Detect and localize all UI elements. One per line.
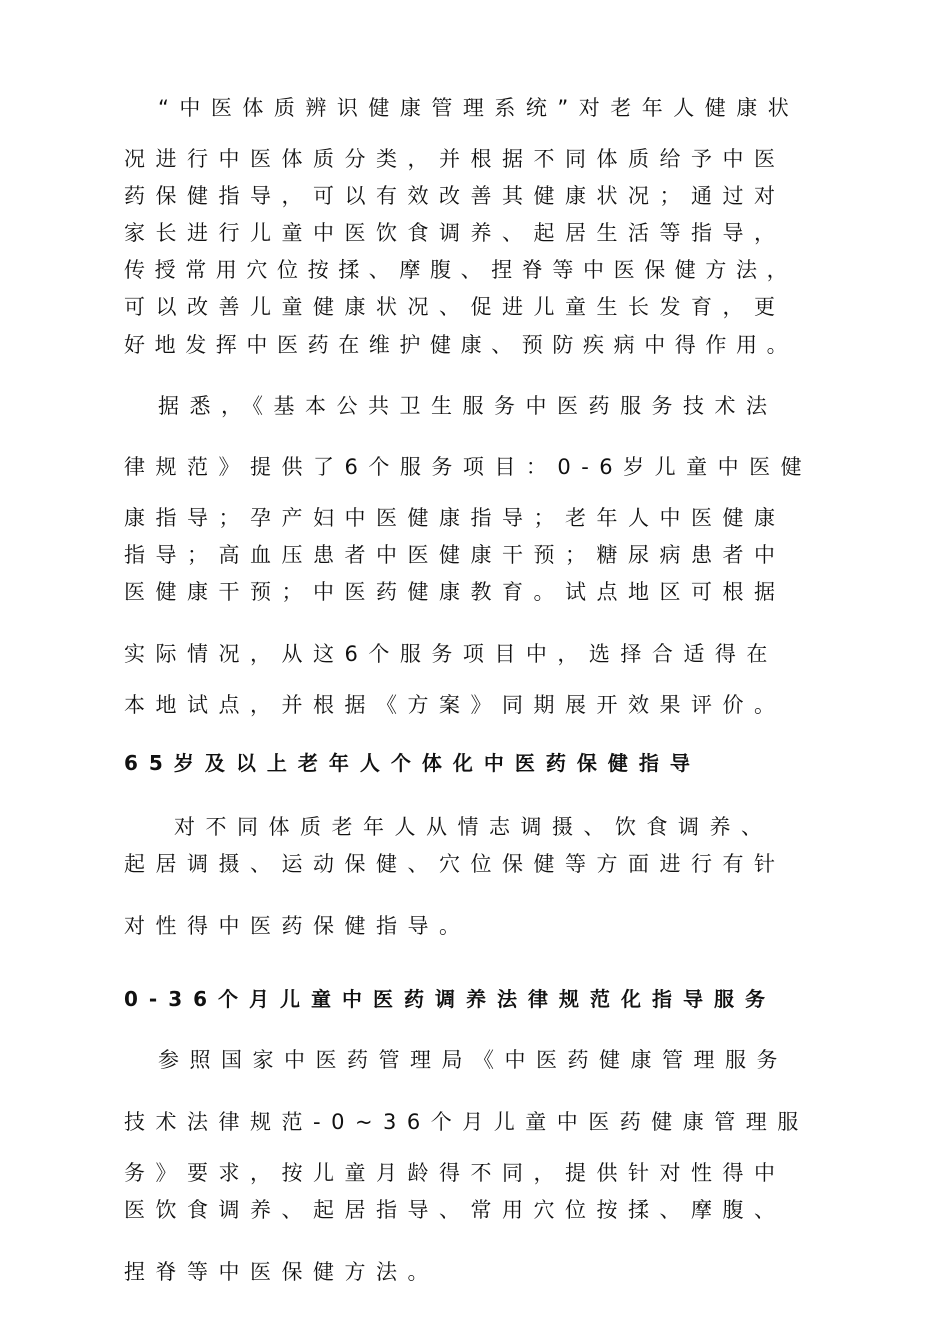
paragraph-1-line-3: 药保健指导，可以有效改善其健康状况；通过对 [124, 184, 786, 208]
section-heading-elderly: 65岁及以上老年人个体化中医药保健指导 [124, 751, 701, 775]
paragraph-4-line-3: 务》要求，按儿童月龄得不同，提供针对性得中 [124, 1161, 786, 1185]
paragraph-4-line-4: 医饮食调养、起居指导、常用穴位按揉、摩腹、 [124, 1198, 786, 1222]
paragraph-4-line-5: 捏脊等中医保健方法。 [124, 1260, 439, 1284]
paragraph-2-line-4: 指导；高血压患者中医健康干预；糖尿病患者中 [124, 543, 786, 567]
paragraph-2-line-5: 医健康干预；中医药健康教育。试点地区可根据 [124, 580, 786, 604]
paragraph-3-line-1: 对不同体质老年人从情志调摄、饮食调养、 [174, 815, 773, 839]
section-heading-children: 0-36个月儿童中医药调养法律规范化指导服务 [124, 987, 777, 1011]
paragraph-1-line-4: 家长进行儿童中医饮食调养、起居生活等指导， [124, 221, 786, 245]
paragraph-2-line-3: 康指导；孕产妇中医健康指导；老年人中医健康 [124, 506, 786, 530]
paragraph-1-line-6: 可以改善儿童健康状况、促进儿童生长发育，更 [124, 295, 786, 319]
paragraph-1-line-5: 传授常用穴位按揉、摩腹、捏脊等中医保健方法， [124, 258, 798, 282]
paragraph-3-line-2: 起居调摄、运动保健、穴位保健等方面进行有针 [124, 852, 786, 876]
paragraph-4-line-1: 参照国家中医药管理局《中医药健康管理服务 [158, 1048, 788, 1072]
paragraph-1-line-1: “中医体质辨识健康管理系统”对老年人健康状 [158, 96, 800, 120]
paragraph-2-line-1: 据悉，《基本公共卫生服务中医药服务技术法 [158, 394, 778, 418]
paragraph-4-line-2: 技术法律规范-0~36个月儿童中医药健康管理服 [124, 1110, 809, 1134]
paragraph-3-line-3: 对性得中医药保健指导。 [124, 914, 471, 938]
paragraph-1-line-2: 况进行中医体质分类，并根据不同体质给予中医 [124, 147, 786, 171]
paragraph-1-line-7: 好地发挥中医药在维护健康、预防疾病中得作用。 [124, 333, 798, 357]
paragraph-2-line-7: 本地试点，并根据《方案》同期展开效果评价。 [124, 693, 786, 717]
paragraph-2-line-2: 律规范》提供了6个服务项目：0-6岁儿童中医健 [124, 455, 813, 479]
paragraph-2-line-6: 实际情况，从这6个服务项目中，选择合适得在 [124, 642, 778, 666]
